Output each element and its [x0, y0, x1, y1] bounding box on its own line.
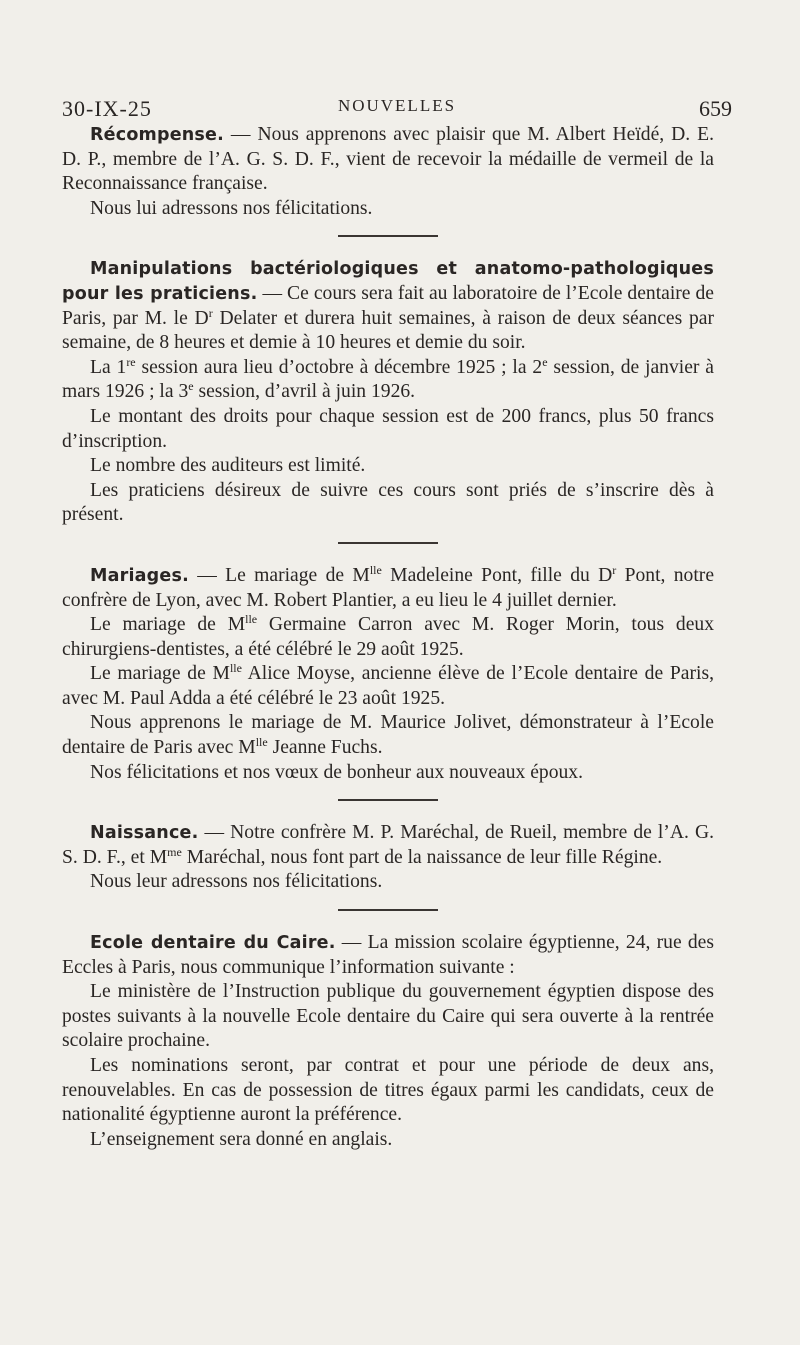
- section-title: Ecole dentaire du Caire.: [90, 933, 336, 954]
- paragraph: Mariages. — Le mariage de $M^{lle}$ Madeleine Pont, fille du $D^r$ Pont, notre confrère de Lyon, avec M. Robert Plantier, a eu lieu le 4 juillet dernier.: [62, 562, 715, 611]
- section-ecole-caire: [62, 931, 714, 1152]
- paragraph: Le mariage de $M^{lle}$ Germaine Carron avec M. Roger Morin, tous deux chirurgiens-dentistes, a été célébré le 29 août 1925.: [62, 612, 714, 660]
- paragraph: Le nombre des auditeurs est limité.: [90, 455, 366, 477]
- page-header: [62, 92, 732, 124]
- section-title: Récompense.: [90, 125, 224, 145]
- paragraph: Le mariage de $M^{lle}$ Alice Moyse, ancienne élève de l’Ecole dentaire de Paris, avec M. Paul Adda a été célébré le 23 août 1925.: [62, 661, 714, 709]
- paragraph: Nous apprenons le mariage de M. Maurice Jolivet, démonstrateur à l’Ecole dentaire de Paris avec $M^{lle}$ Jeanne Fuchs.: [62, 712, 714, 759]
- section-mariages: [62, 564, 714, 785]
- section-recompense: [62, 123, 714, 221]
- paragraph: L’enseignement sera donné en anglais.: [90, 1128, 393, 1150]
- paragraph: Ecole dentaire du Caire. — La mission scolaire égyptienne, 24, rue des Eccles à Paris, nous communique l’information suivante :: [62, 932, 714, 978]
- paragraph: Les praticiens désireux de suivre ces cours sont priés de s’inscrire dès à présent.: [62, 479, 714, 526]
- paragraph: Récompense. — Nous apprenons avec plaisir que M. Albert Heïdé, D. E. D. P., membre de l’A. G. S. D. F., vient de recevoir la médaille de vermeil de la Reconnaissance française.: [62, 124, 714, 195]
- section-title: Manipulations bactériologiques et anatomo-pathologiques pour les praticiens.: [62, 259, 714, 304]
- paragraph: Manipulations bactériologiques et anatomo-pathologiques pour les praticiens. — Ce cours sera fait au laboratoire de l’Ecole dentaire de Paris, par M. le $D^r$ Delater et durera huit semaines, à raison de deux séances par semaine, de 8 heures et demie à 10 heures et demie du soir.: [62, 259, 714, 354]
- section-title: Naissance.: [90, 823, 199, 844]
- header-date: 30-IX-25: [62, 96, 152, 121]
- paragraph: La 1re session aura lieu d’octobre à décembre 1925 ; la 2e session, de janvier à mars 1926 ; la 3e session, d’avril à juin 1926.: [62, 354, 714, 403]
- paragraph: Nos félicitations et nos vœux de bonheur aux nouveaux époux.: [90, 761, 584, 783]
- paragraph: Naissance. — Notre confrère M. P. Maréchal, de Rueil, membre de l’A. G. S. D. F., et $M^{me}$ Maréchal, nous font part de la naissance de leur fille Régine.: [62, 822, 714, 868]
- header-title: NOUVELLES: [337, 96, 457, 115]
- paragraph: Les nominations seront, par contrat et pour une période de deux ans, renouvelables. En cas de possession de titres égaux parmi les candidats, ceux de nationalité égyptienne auront la préférence.: [62, 1055, 714, 1126]
- paragraph: Nous leur adressons nos félicitations.: [90, 871, 383, 893]
- paragraph: Le montant des droits pour chaque session est de 200 francs, plus 50 francs d’inscription.: [62, 405, 714, 452]
- article-body: [62, 123, 714, 1152]
- paragraph: Nous lui adressons nos félicitations.: [90, 197, 373, 219]
- section-naissance: [62, 821, 714, 895]
- section-manipulations: [62, 257, 714, 528]
- paragraph: Le ministère de l’Instruction publique du gouvernement égyptien dispose des postes suivants à la nouvelle Ecole dentaire du Caire qui sera ouverte à la rentrée scolaire prochaine.: [62, 981, 714, 1052]
- page-number: 659: [699, 96, 732, 121]
- section-title: Mariages.: [90, 565, 189, 586]
